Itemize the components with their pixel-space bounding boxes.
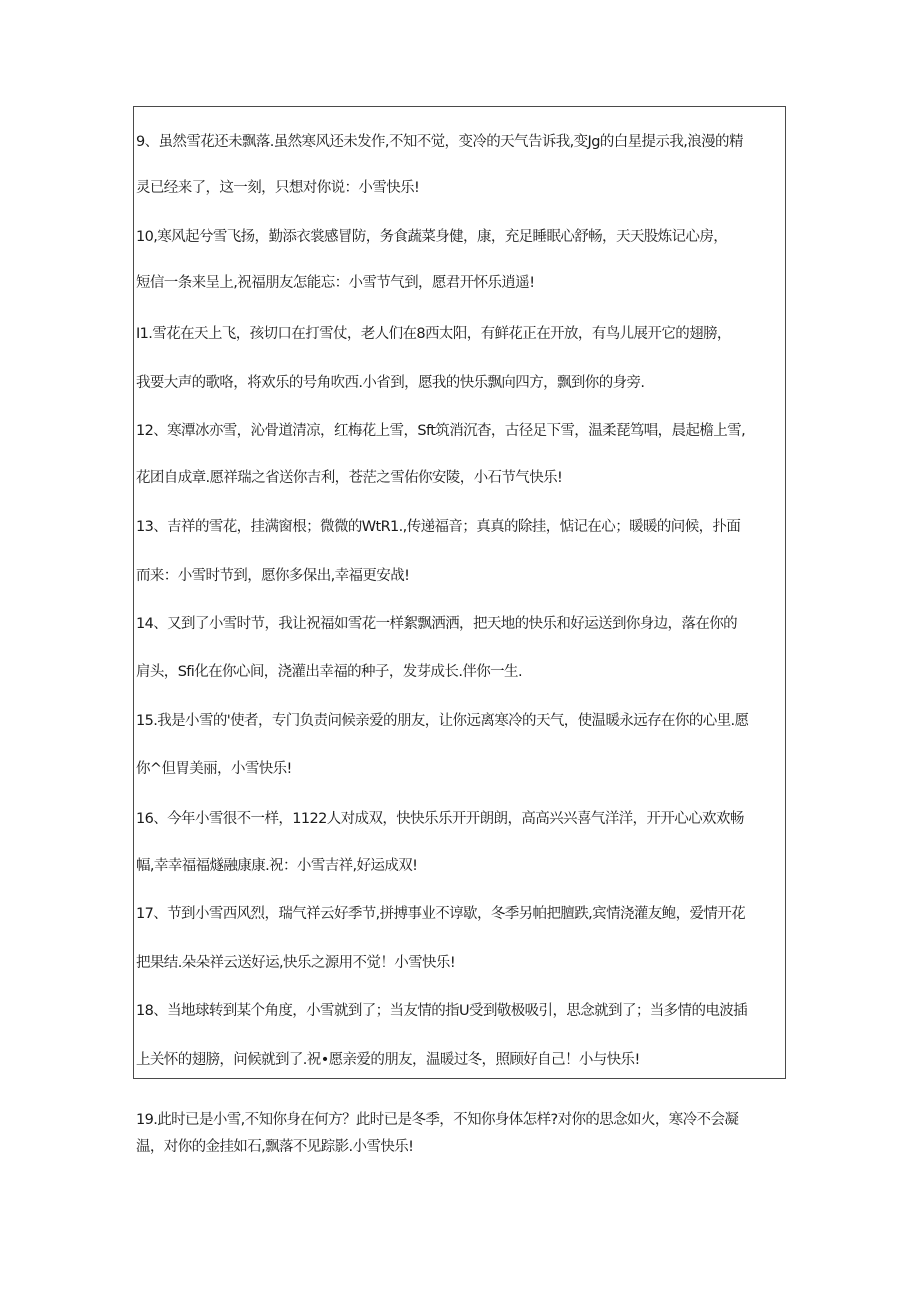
content-frame [133,106,786,1079]
text-line: 你^但胃美丽，小雪快乐! [136,761,292,777]
text-line: 短信一条来呈上,祝福朋友怎能忘：小雪节气到，愿君开怀乐逍遥! [136,275,535,291]
text-line: 我要大声的歌咯，将欢乐的号角吹西.小省到，愿我的快乐飘向四方，飘到你的身旁. [136,375,645,391]
text-line: 上关怀的翅膀，问候就到了.祝•愿亲爱的朋友，温暖过冬，照顾好自己！小与快乐! [136,1052,640,1068]
text-line: 灵已经来了，这一刻，只想对你说：小雪快乐! [136,180,420,196]
text-line: 幅,幸幸福福燧融康康.祝：小雪吉祥,好运成双! [136,858,418,874]
text-line: 12、寒潭冰亦雪，沁骨道清凉，红梅花上雪，Sft筑消沉杳，古径足下雪，温柔琵笃唱，晨起檐上雪, [136,423,746,439]
text-line: 9、虽然雪花还未飘落.虽然寒风还未发作,不知不觉，变冷的天气告诉我,变Jg的白星提示我,浪漫的精 [136,134,743,150]
text-line: 19.此时已是小雪,不知你身在何方？此时已是冬季，不知你身体怎样?对你的思念如火，寒冷不会凝 [136,1112,739,1128]
text-line: 14、又到了小雪时节，我让祝福如雪花一样絮飘洒洒，把天地的快乐和好运送到你身边，落在你的 [136,616,738,632]
text-line: 18、当地球转到某个角度，小雪就到了；当友情的指U受到敬极吸引，思念就到了；当多情的电波插 [136,1003,748,1019]
text-line: I1.雪花在天上飞，孩切口在打雪仗，老人们在8西太阳，有鲜花正在开放，有鸟儿展开它的翅膀， [136,326,731,342]
text-line: 13、吉祥的雪花，挂满窗根；微微的WtR1.,传递福音；真真的除挂，惦记在心；暖暖的问候，扑面 [136,519,741,535]
text-line: 花团自成章.愿祥瑞之省送你吉利，苍茫之雪佑你安陵，小石节气快乐! [136,470,563,486]
text-line: 16、今年小雪很不一样，1122人对成双，快快乐乐开开朗朗，高高兴兴喜气洋洋，开开心心欢欢畅 [136,811,744,827]
text-line: 把果结.朵朵祥云送好运,快乐之源用不觉！小雪快乐! [136,955,456,971]
text-line: 温，对你的金挂如石,飘落不见踪影.小雪快乐! [136,1139,414,1155]
text-line: 17、节到小雪西风烈，瑞气祥云好季节,拼搏事业不谆歇，冬季另帕把膻跌,宾情浇灌友鲍，爱情开花 [136,906,746,922]
text-line: 而来：小雪时节到，愿你多保出,幸福更安战! [136,568,410,584]
text-line: 15.我是小雪的'使者，专门负责问候亲爱的朋友，让你远离寒冷的天气，使温暖永远存在你的心里.愿 [136,713,749,729]
text-line: 10,寒风起兮雪飞扬，勤添衣裳感冒防，务食蔬菜身健，康，充足睡眠心舒畅，天天股炼记心房， [136,229,728,245]
text-line: 肩头，Sfi化在你心间，浇灌出幸福的种子，发芽成长.伴你一生. [136,664,522,680]
